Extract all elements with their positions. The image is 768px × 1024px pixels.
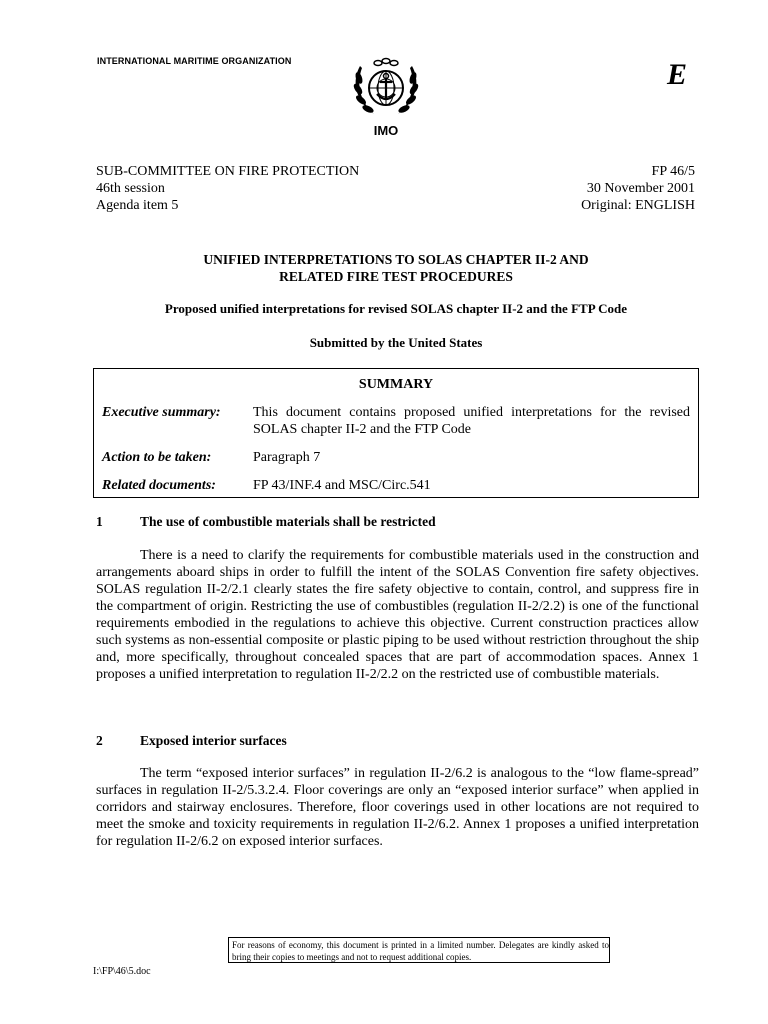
summary-box — [93, 368, 699, 498]
summary-value: FP 43/INF.4 and MSC/Circ.541 — [253, 478, 431, 493]
document-title — [96, 251, 696, 285]
document-subtitle: Proposed unified interpretations for revised SOLAS chapter II-2 and the FTP Code — [164, 301, 628, 316]
emblem-label: IMO — [373, 123, 399, 138]
agenda-item: Agenda item 5 — [96, 198, 179, 213]
document-date: 30 November 2001 — [586, 181, 695, 196]
section-number: 2 — [96, 733, 103, 748]
title-line-2: RELATED FIRE TEST PROCEDURES — [279, 269, 513, 284]
file-reference: I:\FP\46\5.doc — [93, 966, 151, 977]
section-1-body: There is a need to clarify the requirements for combustible materials used in the construction and arrangements aboard ships in order to fulfill the intent of the SOLAS Convention fire safety objectives. SOLAS regulation II-2/2.1 clearly states the fire safety objective to contain, control, and suppress fire in the compartment of origin. Restricting the use of combustibles (regulation II-2/2.2) is one of the functional requirements embodied in the regulations to achieve this objective. Current construction practices allow such systems as non-essential composite or plastic piping to be used without restriction throughout the ship and, more specifically, throughout concealed spaces that are part of accommodation spaces. Annex 1 proposes a unified interpretation to regulation II-2/2.2 on the restricted use of combustible materials. — [96, 548, 699, 682]
document-number: FP 46/5 — [651, 164, 695, 179]
submitted-by: Submitted by the United States — [309, 335, 483, 350]
summary-value: This document contains proposed unified interpretations for the revised SOLAS chapter II-2 and the FTP Code — [253, 405, 690, 437]
document-info — [581, 163, 695, 214]
economy-notice: For reasons of economy, this document is printed in a limited number. Delegates are kindly asked to bring their copies to meetings and not to request additional copies. — [228, 937, 610, 963]
language-code: E — [667, 58, 688, 91]
summary-label: Action to be taken: — [102, 450, 212, 465]
committee-name: SUB-COMMITTEE ON FIRE PROTECTION — [96, 164, 360, 179]
section-2-body: The term “exposed interior surfaces” in regulation II-2/6.2 is analogous to the “low flame-spread” surfaces in regulation II-2/5.3.2.4. Floor coverings are only an “exposed interior surface” when applied in corridors and stairway enclosures. Therefore, floor coverings used in other locations are not required to meet the smoke and toxicity requirements in regulation II-2/6.2. Annex 1 proposes a unified interpretation for regulation II-2/6.2 on exposed interior surfaces. — [96, 766, 699, 849]
section-number: 1 — [96, 514, 103, 529]
original-language: Original: ENGLISH — [581, 198, 695, 213]
summary-label: Related documents: — [102, 478, 216, 493]
session-number: 46th session — [96, 181, 165, 196]
summary-row-executive — [102, 404, 690, 438]
committee-info — [96, 163, 359, 214]
summary-label: Executive summary: — [102, 405, 221, 420]
summary-value: Paragraph 7 — [253, 450, 321, 465]
imo-emblem-icon — [346, 56, 426, 120]
section-title: The use of combustible materials shall be restricted — [140, 514, 436, 529]
summary-title: SUMMARY — [358, 377, 434, 392]
organization-name: INTERNATIONAL MARITIME ORGANIZATION — [97, 56, 292, 66]
section-title: Exposed interior surfaces — [140, 733, 287, 748]
title-line-1: UNIFIED INTERPRETATIONS TO SOLAS CHAPTER II-2 AND — [203, 252, 589, 267]
